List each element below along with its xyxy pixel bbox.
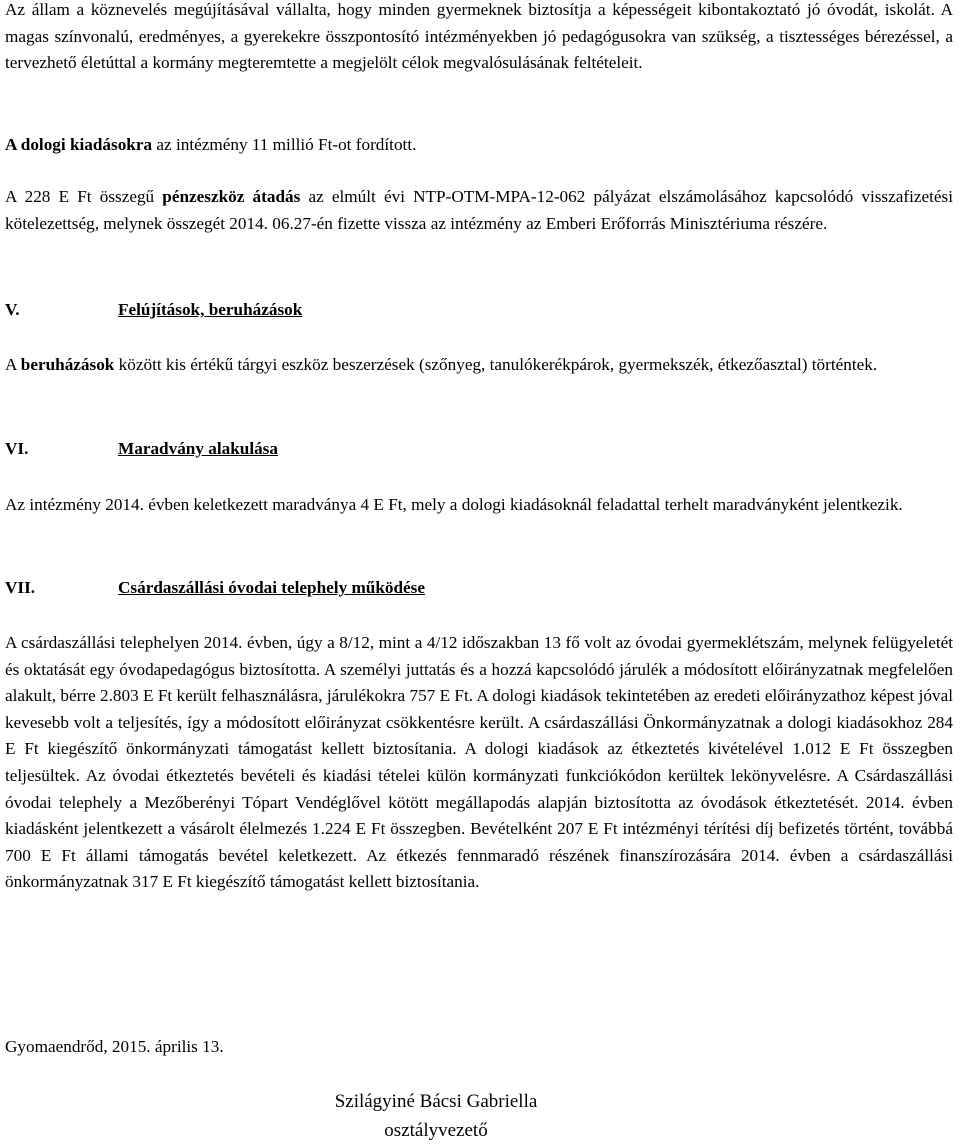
section-title: Csárdaszállási óvodai telephely működése [118, 578, 425, 597]
section-heading-vi [5, 437, 278, 461]
fund-transfer-text-after: az elmúlt évi NTP-OTM-MPA-12-062 pályázat elszámolásához kapcsolódó visszafizetési kötelezettség, melynek összegét 2014. 06.27-én fizette vissza az intézmény az Emberi Erőforrás Minisztériuma részére. [5, 187, 953, 233]
signature-block [300, 1087, 572, 1145]
section-number: V. [5, 300, 20, 319]
investments-paragraph [5, 352, 953, 379]
operating-expenses-text: az intézmény 11 millió Ft-ot fordított. [152, 135, 417, 154]
fund-transfer-paragraph [5, 184, 953, 237]
fund-transfer-text-before: A 228 E Ft összegű [5, 187, 163, 206]
section-heading-v [5, 298, 302, 322]
fund-transfer-bold: pénzeszköz átadás [162, 187, 301, 206]
section-number: VII. [5, 578, 36, 597]
section-number: VI. [5, 439, 29, 458]
operating-expenses-paragraph [5, 132, 953, 159]
site-operation-paragraph: A csárdaszállási telephelyen 2014. évben, úgy a 8/12, mint a 4/12 időszakban 13 fő volt az óvodai gyermeklétszám, melynek felügyeletét és oktatását egy óvodapedagógus biztosította. A személyi juttatás és a hozzá kapcsolódó járulék a módosított előirányzatnak megfelelően alakult, bérre 2.803 E Ft került felhasználásra, járulékokra 757 E Ft. A dologi kiadások tekintetében az eredeti előirányzathoz képest jóval kevesebb volt a teljesítés, így a módosított előirányzat csökkentésre került. A csárdaszállási Önkormányzatnak a dologi kiadásokhoz 284 E Ft kiegészítő önkormányzati támogatást kellett biztosítania. A dologi kiadások az étkeztetés kivételével 1.012 E Ft összegben teljesültek. Az óvodai étkeztetés bevételi és kiadási tételei külön kormányzati funkciókódon kerültek lekönyvelésre. A Csárdaszállási óvodai telephely a Mezőberényi Tópart Vendéglővel kötött megállapodás alapján biztosította az óvodások étkeztetését. 2014. évben kiadásként jelentkezett a vásárolt élelmezés 1.224 E Ft összegben. Bevételként 207 E Ft intézményi térítési díj befizetés történt, továbbá 700 E Ft állami támogatás bevétel keletkezett. Az étkezés fennmaradó részének finanszírozására 2014. évben a csárdaszállási önkormányzatnak 317 E Ft kiegészítő támogatást kellett biztosítania. [5, 633, 953, 892]
section-heading-vii [5, 576, 425, 600]
section-title: Maradvány alakulása [118, 439, 278, 458]
investments-text-after: között kis értékű tárgyi eszköz beszerzések (szőnyeg, tanulókerékpárok, gyermekszék, étkezőasztal) történtek. [114, 355, 878, 374]
investments-text-before: A [5, 355, 21, 374]
signer-name: Szilágyiné Bácsi Gabriella [334, 1091, 538, 1112]
place-date: Gyomaendrőd, 2015. április 13. [5, 1037, 224, 1056]
remainder-paragraph: Az intézmény 2014. évben keletkezett maradványa 4 E Ft, mely a dologi kiadásoknál feladattal terhelt maradványként jelentkezik. [5, 495, 903, 514]
section-title: Felújítások, beruházások [118, 300, 303, 319]
signer-role: osztályvezető [384, 1120, 488, 1141]
operating-expenses-bold: A dologi kiadásokra [5, 135, 153, 154]
intro-paragraph: Az állam a köznevelés megújításával vállalta, hogy minden gyermeknek biztosítja a képességeit kibontakoztató jó óvodát, iskolát. A magas színvonalú, eredményes, a gyerekekre összpontosító intézményekben jó pedagógusokra van szükség, a tisztességes bérezéssel, a tervezhető életúttal a kormány megteremtette a megjelölt célok megvalósulásának feltételeit. [5, 0, 953, 73]
investments-bold: beruházások [20, 355, 115, 374]
